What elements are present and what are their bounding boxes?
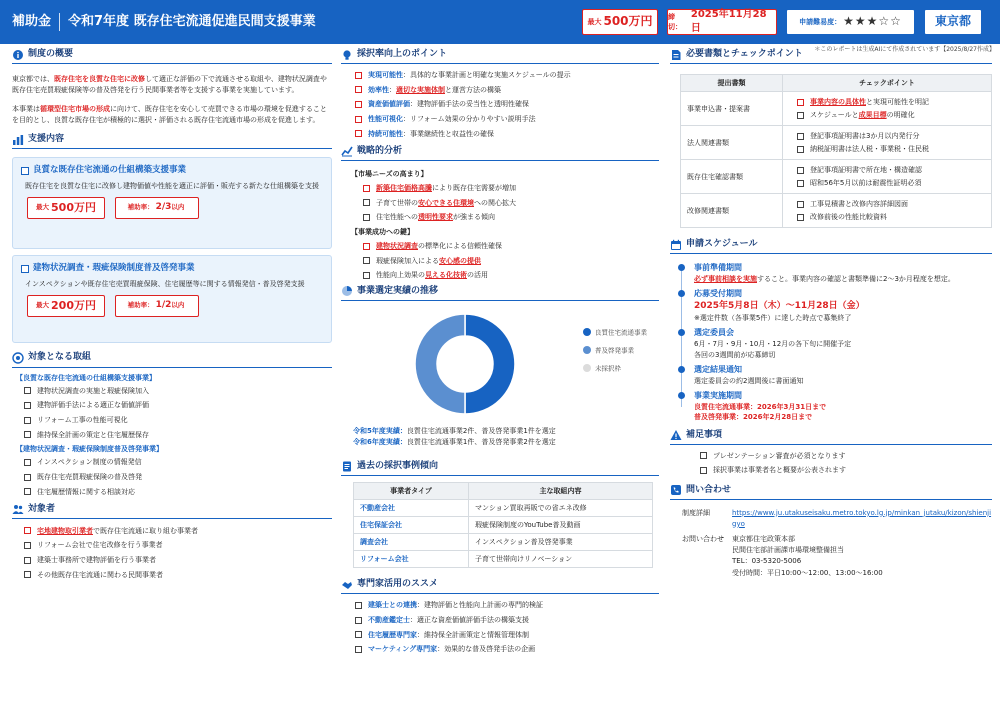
eligible-heading — [12, 503, 332, 519]
contact-heading — [670, 484, 992, 500]
past-title: 過去の採択事例傾向 — [357, 460, 439, 471]
prefecture-badge: 東京都 — [924, 9, 982, 35]
past-header-type: 事業者タイプ — [354, 482, 469, 499]
targets-title: 対象となる取組 — [28, 352, 92, 363]
chart-bars-icon — [12, 134, 24, 146]
chart-notes — [353, 426, 659, 448]
trend-chart-icon — [341, 145, 353, 157]
support-card-1 — [12, 157, 332, 249]
points-title: 採択率向上のポイント — [357, 49, 448, 59]
deadline-date: 2025年11月28日 — [690, 8, 767, 34]
difficulty-stars: ★★★☆☆ — [843, 14, 902, 29]
schedule-item: 選定結果通知 選定委員会の約2週間後に書面通知 — [670, 364, 992, 386]
max-label: 最大 — [587, 17, 602, 26]
strategy-item: 新築住宅価格高騰 により既存住宅需要が増加 — [363, 183, 659, 193]
table-row: 住宅保証会社 瑕疵保険制度のYouTube普及動画 — [354, 516, 653, 533]
support-card-1-desc: 既存住宅を良質な住宅に改修し建物価値や性能を適正に評価・販売する新たな仕組構築を支援 — [25, 181, 319, 190]
table-row: 調査会社 インスペクション普及啓発事業 — [354, 534, 653, 551]
expert-item: マーケティング専門家 ：効果的な普及啓発手法の企画 — [355, 644, 659, 654]
strategy-heading — [341, 145, 659, 161]
document-icon — [670, 49, 682, 61]
overview-paragraph-1: 東京都では、既存住宅を良質な住宅に改修して適正な評価の下で流通させる取組や、建物状況調査や既存住宅売買瑕疵保険等の普及啓発を行う民間事業者等を支援する事業を実施しています。 — [12, 75, 327, 94]
table-row: 法人関連書類 登記事項証明書は3か月以内発行分 納税証明書は法人税・事業税・住民税 — [681, 126, 992, 160]
right-column — [670, 48, 992, 583]
page-title: 令和7年度 既存住宅流通促進民間支援事業 — [68, 13, 316, 29]
clipboard-icon — [341, 460, 353, 472]
contact-phone: TEL：03-5320-5006 — [732, 557, 802, 566]
users-icon — [12, 503, 24, 515]
handshake-icon — [341, 579, 353, 591]
chart-note-2: 令和6年度実績：良質住宅流通事業1件、普及啓発事業2件を選定 — [353, 437, 556, 446]
supplement-item: 採択事業は事業者名と概要が公表されます — [700, 465, 992, 475]
schedule-timeline — [670, 262, 992, 423]
targets-group-2: 【建物状況調査・瑕疵保険制度普及啓発事業】 — [16, 445, 163, 454]
schedule-title: 申請スケジュール — [686, 239, 758, 250]
documents-header-check: チェックポイント — [783, 75, 992, 92]
warning-icon — [670, 429, 682, 441]
eligible-title: 対象者 — [28, 503, 56, 514]
contact-detail-label: 制度詳細 — [682, 508, 710, 517]
strategy-group-2: 【事業成功への鍵】 — [351, 227, 414, 236]
support-card-1-title: 良質な既存住宅流通の仕組構築支援事業 — [21, 164, 323, 176]
expert-item: 建築士との連携 ：建物評価と性能向上計画の専門的検証 — [355, 600, 659, 610]
contact-hours: 受付時間：平日10:00〜12:00、13:00〜16:00 — [732, 568, 883, 577]
table-row: 改修関連書類 工事見積書と改修内容詳細図面 改修前後の性能比較資料 — [681, 194, 992, 228]
documents-table — [680, 74, 992, 228]
deadline-label: 締切： — [668, 12, 682, 31]
strategy-item: 住宅性能への 透明性要求 が強まる傾向 — [363, 212, 659, 222]
strategy-item: 子育て世帯の 安心できる住環境 への関心拡大 — [363, 198, 659, 208]
point-item: 資産価値評価 ：建物評価手法の妥当性と透明性確保 — [355, 99, 659, 109]
point-item: 性能可視化 ：リフォーム効果の分かりやすい説明手法 — [355, 114, 659, 124]
support-heading — [12, 133, 332, 149]
header-separator — [59, 13, 60, 31]
points-heading — [341, 48, 659, 64]
info-icon — [12, 49, 24, 61]
experts-title: 専門家活用のススメ — [357, 579, 439, 590]
overview-heading — [12, 48, 332, 64]
donut-slice-1 — [415, 314, 465, 414]
schedule-heading — [670, 238, 992, 254]
phone-icon — [670, 484, 682, 496]
supplement-heading — [670, 429, 992, 445]
contact-info-row — [670, 534, 992, 579]
table-row: 事業申込書・提案書 事業内容の具体性 と実現可能性を明記 スケジュールと 成果目標 の明確化 — [681, 92, 992, 126]
table-row: 不動産会社 マンション買取再販での省エネ改修 — [354, 499, 653, 516]
expert-item: 不動産鑑定士 ：適正な資産価値評価手法の構築支援 — [355, 615, 659, 625]
max-amount-badge — [582, 9, 658, 35]
targets-group-1: 【良質な既存住宅流通の仕組構築支援事業】 — [16, 373, 156, 382]
past-heading — [341, 460, 659, 476]
point-item: 実現可能性 ：具体的な事業計画と明確な実施スケジュールの提示 — [355, 70, 659, 80]
strategy-item: 瑕疵保険加入による 安心感の提供 — [363, 256, 659, 266]
strategy-item: 性能向上効果の 見える化技術 の活用 — [363, 270, 659, 280]
schedule-item: 事業実施期間 良質住宅流通事業：2026年3月31日まで 普及啓発事業：2026年2月28日まで — [670, 390, 992, 423]
eligible-item: 宅地建物取引業者 で既存住宅流通に取り組む事業者 — [24, 526, 332, 536]
support-title: 支援内容 — [28, 134, 65, 145]
lightbulb-icon — [341, 49, 353, 61]
support-card-2 — [12, 255, 332, 343]
target-item: 住宅履歴情報に関する相談対応 — [24, 487, 332, 497]
supplement-item: プレゼンテーション審査が必須となります — [700, 451, 992, 461]
target-item: インスペクション制度の情報発信 — [24, 457, 332, 467]
contact-title: 問い合わせ — [686, 484, 732, 495]
past-cases-table — [353, 482, 653, 569]
documents-heading — [670, 48, 992, 64]
point-item: 持続可能性 ：事業継続性と収益性の確保 — [355, 129, 659, 139]
schedule-item: 選定委員会 6月・7月・9月・10月・12月の各下旬に開催予定 各回の3週間前が応募締切 — [670, 327, 992, 360]
legend-swatch-1 — [583, 346, 591, 354]
target-item: 維持保全計画の策定と住宅履歴保存 — [24, 430, 332, 440]
schedule-item: 事前準備期間 必ず事前相談を実施すること。事業内容の確認と書類準備に2〜3か月程度を想定。 — [670, 262, 992, 284]
detail-url-link[interactable]: https://www.ju.utakuseisaku.metro.tokyo.lg.jp/minkan_jutaku/kizon/shienjigyo — [732, 508, 992, 528]
legend-swatch-2 — [583, 364, 591, 372]
chart-title: 事業選定実績の推移 — [357, 285, 439, 296]
target-item: リフォーム工事の性能可視化 — [24, 415, 332, 425]
experts-heading — [341, 578, 659, 594]
legend-label-1: 普及啓発事業 — [595, 346, 634, 355]
pie-chart-icon — [341, 285, 353, 297]
supplement-title: 補足事項 — [686, 429, 723, 440]
middle-column — [341, 48, 659, 659]
donut-slice-0 — [465, 314, 515, 414]
contact-dept: 民間住宅部計画課市場環境整備担当 — [732, 546, 844, 555]
support-card-1-rate: 補助率： 2/3 以内 — [115, 197, 199, 219]
target-item: 既存住宅売買瑕疵保険の普及啓発 — [24, 472, 332, 482]
support-card-1-max: 最大 500万円 — [27, 197, 105, 219]
target-icon — [12, 352, 24, 364]
documents-title: 必要書類とチェックポイント — [686, 49, 803, 59]
legend-swatch-0 — [583, 328, 591, 336]
header-tag: 補助金 — [12, 13, 52, 29]
generated-note: ＊このレポートは生成AIにて作成されています【2025/8/27作成】 — [814, 46, 995, 53]
contact-org: 東京都住宅政策本部 — [732, 535, 795, 543]
table-row: リフォーム会社 子育て世帯向けリノベーション — [354, 551, 653, 568]
chart-area — [341, 306, 659, 426]
schedule-item: 応募受付期間 2025年5月8日（木）〜11月28日（金） ※選定件数（各事業5件）に達した時点で募集終了 — [670, 288, 992, 323]
chart-note-1: 令和5年度実績：良質住宅流通事業2件、普及啓発事業1件を選定 — [353, 426, 556, 435]
eligible-item: その他既存住宅流通に関わる民間事業者 — [24, 570, 332, 580]
support-card-2-max: 最大 200万円 — [27, 295, 105, 317]
target-item: 建物評価手法による適正な価値評価 — [24, 400, 332, 410]
deadline-badge — [667, 9, 777, 35]
documents-header-doc: 提出書類 — [681, 75, 783, 92]
targets-heading — [12, 351, 332, 367]
expert-item: 住宅履歴専門家 ：維持保全計画策定と情報管理体制 — [355, 630, 659, 640]
legend-label-2: 未採択枠 — [595, 364, 621, 373]
legend-label-0: 良質住宅流通事業 — [595, 328, 647, 337]
difficulty-badge — [786, 9, 915, 35]
eligible-item: リフォーム会社で住宅改修を行う事業者 — [24, 540, 332, 550]
overview-paragraph-2: 本事業は循環型住宅市場の形成に向けて、既存住宅を安心して売買できる市場の環境を促進することを目的とし、良質な既存住宅が積極的に選択・評価される既存住宅流通市場の形成を促進します。 — [12, 104, 327, 124]
contact-info-label: お問い合わせ — [682, 535, 724, 543]
chart-heading — [341, 285, 659, 301]
target-item: 建物状況調査の実施と瑕疵保険加入 — [24, 386, 332, 396]
left-column — [12, 48, 332, 584]
support-card-2-title: 建物状況調査・瑕疵保険制度普及啓発事業 — [21, 262, 323, 274]
contact-detail-row — [670, 508, 992, 530]
point-item: 効率性 ： 適切な実施体制 と運営方法の構築 — [355, 85, 659, 95]
strategy-item: 建物状況調査 の標準化による信頼性確保 — [363, 241, 659, 251]
calendar-icon — [670, 239, 682, 251]
table-row: 既存住宅確認書類 登記事項証明書で所在地・構造確認 昭和56年5月以前は耐震性証明必須 — [681, 160, 992, 194]
overview-title: 制度の概要 — [28, 49, 74, 59]
past-header-content: 主な取組内容 — [469, 482, 653, 499]
support-card-2-rate: 補助率： 1/2 以内 — [115, 295, 199, 317]
difficulty-label: 申請難易度： — [799, 17, 842, 26]
donut-chart — [341, 306, 659, 426]
support-card-2-desc: インスペクションや既存住宅売買瑕疵保険、住宅履歴等に関する情報発信・普及啓発支援 — [25, 279, 305, 288]
eligible-item: 建築士事務所で建物評価を行う事業者 — [24, 555, 332, 565]
strategy-group-1: 【市場ニーズの高まり】 — [351, 169, 428, 178]
strategy-title: 戦略的分析 — [357, 145, 403, 156]
max-amount: 500万円 — [603, 14, 653, 29]
